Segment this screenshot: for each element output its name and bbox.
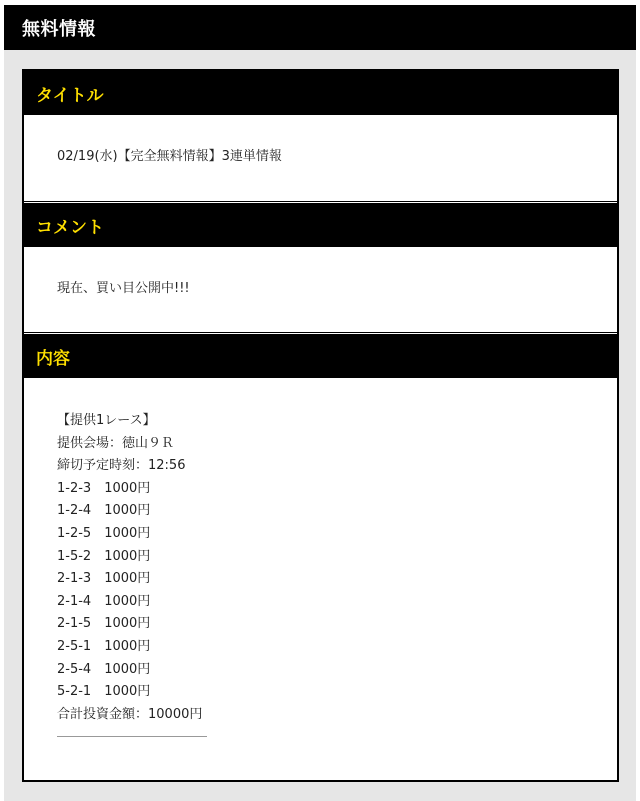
content-line: 5-2-1 1000円: [57, 684, 151, 700]
content-line: 2-5-4 1000円: [57, 661, 151, 677]
content-line: 【提供1レース】: [57, 413, 156, 428]
title-section-body: [24, 115, 617, 202]
title-text: 02/19(水)【完全無料情報】3連単情報: [57, 149, 282, 164]
content-section-body: [24, 378, 617, 778]
comment-section-header: [24, 203, 617, 247]
content-line: 1-5-2 1000円: [57, 548, 151, 564]
content-line: 合計投資金額：10000円: [57, 706, 203, 722]
content-line: 1-2-4 1000円: [57, 503, 151, 519]
content-line: 提供会場：徳山９Ｒ: [57, 435, 175, 451]
content-line: 2-1-5 1000円: [57, 616, 151, 632]
comment-section-label: コメント: [36, 217, 104, 238]
content-line: 1-2-5 1000円: [57, 525, 151, 541]
divider-rule: [57, 736, 207, 737]
content-line: 2-5-1 1000円: [57, 638, 151, 654]
content-section-label: 内容: [36, 348, 70, 369]
info-box: [22, 69, 619, 782]
title-section-label: タイトル: [36, 85, 104, 106]
content-section-header: [24, 334, 617, 378]
comment-text: 現在、買い目公開中!!!: [57, 281, 190, 296]
content-line: 2-1-3 1000円: [57, 571, 151, 587]
content-line: 2-1-4 1000円: [57, 593, 151, 609]
top-header-bar: [4, 5, 636, 50]
page-title: 無料情報: [22, 18, 96, 40]
comment-section-body: [24, 247, 617, 333]
title-section-header: [24, 71, 617, 115]
content-line: 締切予定時刻：12:56: [57, 458, 186, 474]
content-line: 1-2-3 1000円: [57, 480, 151, 496]
